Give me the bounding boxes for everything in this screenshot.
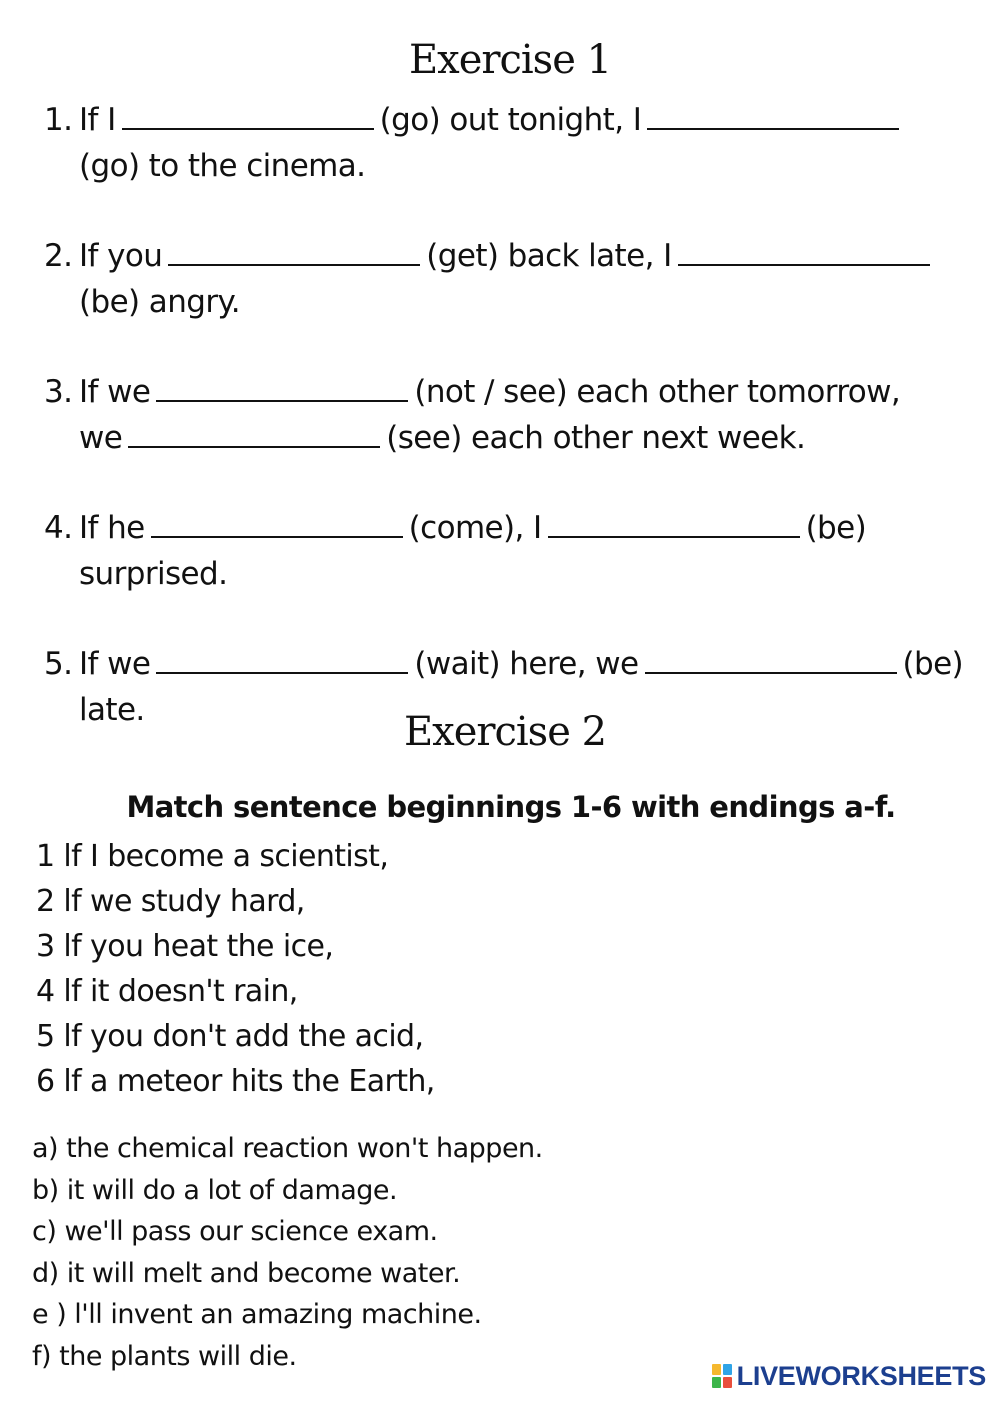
question-text: (be)	[902, 646, 964, 682]
question-text: (be)	[805, 510, 867, 546]
brand-name: LIVEWORKSHEETS	[736, 1361, 986, 1391]
question-number: 4.	[44, 510, 73, 546]
question-text-continued: (see) each other next week.	[386, 420, 806, 456]
answer-blank[interactable]	[168, 238, 420, 266]
answer-blank[interactable]	[128, 420, 380, 448]
question-text-continued: (be) angry.	[79, 284, 241, 320]
question-text: If we	[79, 374, 151, 410]
question-text-continued: we	[79, 420, 123, 456]
question-text-continued: (go) to the cinema.	[79, 148, 366, 184]
answer-blank[interactable]	[151, 510, 403, 538]
question-text: (come), I	[408, 510, 542, 546]
sentence-ending: a) the chemical reaction won't happen.	[32, 1133, 543, 1164]
answer-blank[interactable]	[678, 238, 930, 266]
answer-blank[interactable]	[156, 374, 408, 402]
answer-blank[interactable]	[156, 646, 408, 674]
sentence-ending: e ) l'll invent an amazing machine.	[32, 1299, 482, 1331]
exercise-1-title: Exercise 1	[408, 37, 612, 83]
question-text-continued: late.	[79, 692, 145, 728]
question-text: (wait) here, we	[414, 646, 639, 682]
exercise-2-title: Exercise 2	[403, 709, 607, 755]
exercise-1-question-2	[44, 233, 936, 325]
answer-blank[interactable]	[647, 102, 899, 130]
sentence-ending: b) it will do a lot of damage.	[32, 1174, 398, 1206]
sentence-beginning: 6 lf a meteor hits the Earth,	[36, 1064, 435, 1099]
sentence-ending: d) it will melt and become water.	[32, 1257, 461, 1289]
sentence-beginning: 3 lf you heat the ice,	[36, 929, 334, 964]
sentence-beginning: 1 lf I become a scientist,	[36, 839, 389, 874]
question-text: If you	[79, 238, 163, 274]
answer-blank[interactable]	[645, 646, 897, 674]
sentence-beginning: 5 lf you don't add the acid,	[36, 1019, 424, 1054]
question-text: (go) out tonight, I	[379, 102, 642, 138]
question-number: 1.	[44, 102, 73, 138]
exercise-1-question-3	[44, 369, 900, 461]
question-number: 5.	[44, 646, 73, 682]
question-text-continued: surprised.	[79, 556, 228, 592]
question-text: If he	[79, 510, 145, 546]
liveworksheets-logo-icon	[712, 1364, 734, 1390]
answer-blank[interactable]	[122, 102, 374, 130]
question-number: 2.	[44, 238, 73, 274]
sentence-ending: f) the plants will die.	[32, 1340, 297, 1372]
sentence-endings-list	[32, 1128, 543, 1378]
exercise-1-question-1	[44, 97, 905, 189]
sentence-beginnings-list	[36, 834, 435, 1104]
sentence-beginning: 4 lf it doesn't rain,	[36, 974, 298, 1009]
question-text: If I	[79, 102, 116, 138]
exercise-2-instruction: Match sentence beginnings 1-6 with endings a-f.	[126, 790, 896, 824]
liveworksheets-logo	[712, 1361, 986, 1392]
exercise-1-question-4	[44, 505, 866, 597]
question-text: (get) back late, I	[426, 238, 672, 274]
question-text: If we	[79, 646, 151, 682]
sentence-beginning: 2 lf we study hard,	[36, 884, 305, 919]
question-number: 3.	[44, 374, 73, 410]
sentence-ending: c) we'll pass our science exam.	[32, 1216, 438, 1248]
question-text: (not / see) each other tomorrow,	[414, 374, 901, 410]
answer-blank[interactable]	[548, 510, 800, 538]
